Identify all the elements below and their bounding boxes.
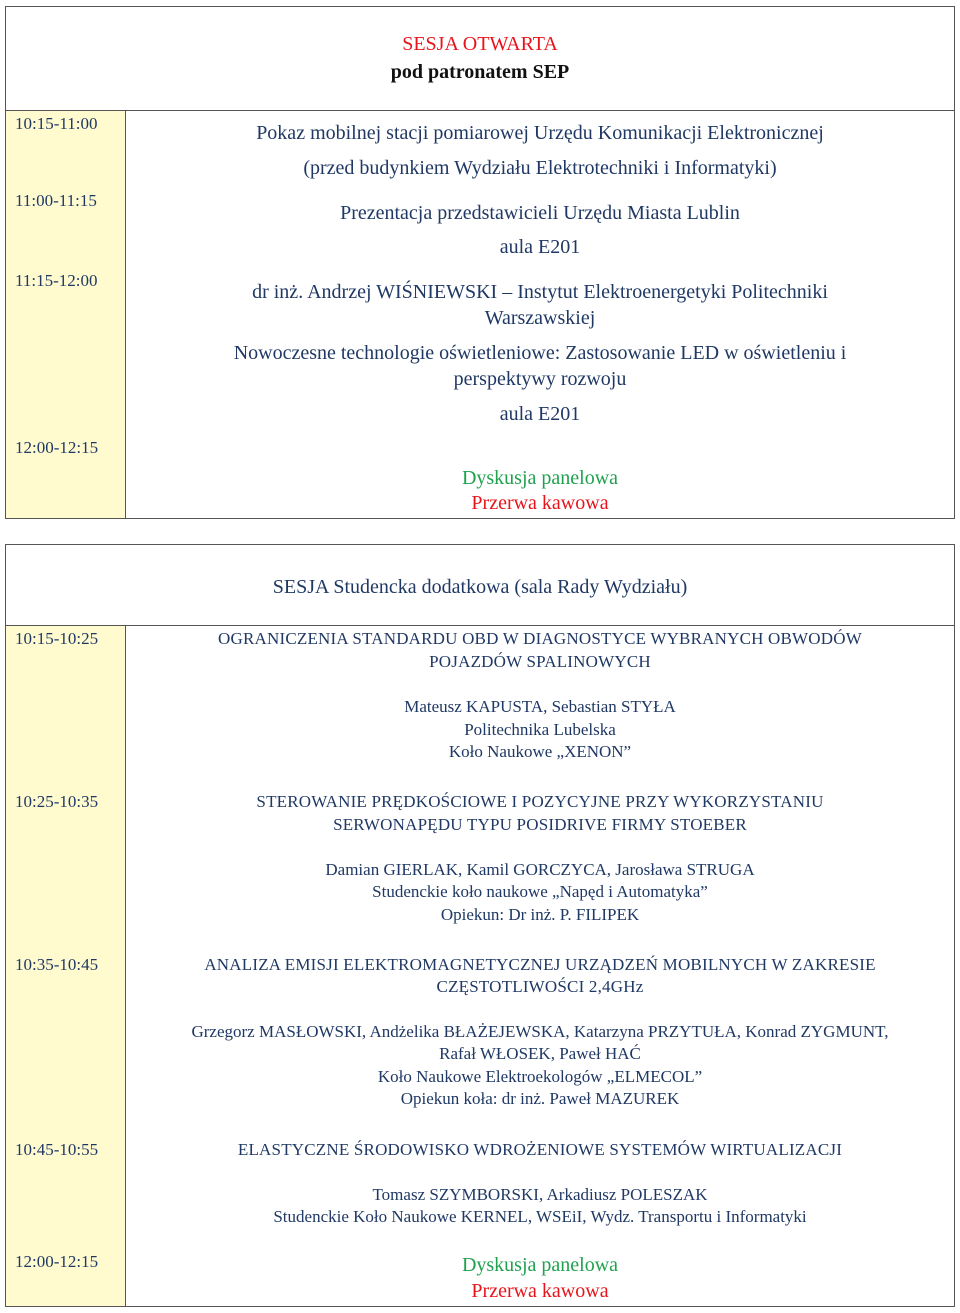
talk2-title-line2: SERWONAPĘDU TYPU POSIDRIVE FIRMY STOEBER [333,815,747,834]
talk3-title-line1: ANALIZA EMISJI ELEKTROMAGNETYCZNEJ URZĄDZEŃ MOBILNYCH W ZAKRESIE [204,955,876,974]
session1-title: SESJA OTWARTA [402,33,558,55]
session1-discussion: Dyskusja panelowa [461,467,619,489]
session2-coffee-break: Przerwa kawowa [471,1280,609,1302]
talk2-authors: Damian GIERLAK, Kamil GORCZYCA, Jarosława STRUGA [325,860,755,879]
session1-item2-line1: Prezentacja przedstawicieli Urzędu Miasta Lublin [340,202,740,224]
talk3-supervisor: Opiekun koła: dr inż. Paweł MAZUREK [400,1089,680,1108]
session1-item3-room: aula E201 [499,403,581,425]
session2-discussion: Dyskusja panelowa [461,1254,619,1276]
talk1-institution: Politechnika Lubelska [464,720,616,739]
talk4-time: 10:45-10:55 [15,1140,99,1159]
talk1-time: 10:15-10:25 [15,629,99,648]
session1-time-2: 11:00-11:15 [15,191,97,210]
talk3-authors-line1: Grzegorz MASŁOWSKI, Andżelika BŁAŻEJEWSKA, Katarzyna PRZYTUŁA, Konrad ZYGMUNT, [191,1022,889,1041]
talk3-title-line2: CZĘSTOTLIWOŚCI 2,4GHz [436,977,644,996]
talk2-time: 10:25-10:35 [15,792,99,811]
session1-item3-institute: Warszawskiej [484,307,596,329]
talk4-club: Studenckie Koło Naukowe KERNEL, WSEiI, Wydz. Transportu i Informatyki [273,1207,807,1226]
talk2-supervisor: Opiekun: Dr inż. P. FILIPEK [440,905,640,924]
talk3-time: 10:35-10:45 [15,955,99,974]
session1-header-divider [5,110,955,111]
session2-end-time: 12:00-12:15 [15,1252,99,1271]
session1-time-4: 12:00-12:15 [15,438,99,457]
talk4-authors: Tomasz SZYMBORSKI, Arkadiusz POLESZAK [372,1185,708,1204]
session1-item3-topic-line2: perspektywy rozwoju [453,368,627,390]
talk4-title-line1: ELASTYCZNE ŚRODOWISKO WDROŻENIOWE SYSTEMÓW WIRTUALIZACJI [237,1140,843,1159]
talk1-title-line2: POJAZDÓW SPALINOWYCH [429,652,651,671]
session1-time-3: 11:15-12:00 [15,271,98,290]
session1-item1-line2: (przed budynkiem Wydziału Elektrotechniki i Informatyki) [303,157,777,179]
session1-subtitle: pod patronatem SEP [390,61,570,83]
session1-item2-room: aula E201 [499,236,581,258]
session1-item1-line1: Pokaz mobilnej stacji pomiarowej Urzędu Komunikacji Elektronicznej [256,122,824,144]
talk2-club: Studenckie koło naukowe „Napęd i Automatyka” [372,882,708,901]
talk2-title-line1: STEROWANIE PRĘDKOŚCIOWE I POZYCYJNE PRZY WYKORZYSTANIU [256,792,824,811]
session1-item3-topic-line1: Nowoczesne technologie oświetleniowe: Zastosowanie LED w oświetleniu i [233,342,847,364]
talk1-title-line1: OGRANICZENIA STANDARDU OBD W DIAGNOSTYCE WYBRANYCH OBWODÓW [218,629,862,648]
session1-item3-speaker: dr inż. Andrzej WIŚNIEWSKI – Instytut Elektroenergetyki Politechniki [252,281,828,303]
talk3-authors-line2: Rafał WŁOSEK, Paweł HAĆ [439,1044,641,1063]
session1-coffee-break: Przerwa kawowa [471,492,609,514]
session2-title: SESJA Studencka dodatkowa (sala Rady Wydziału) [272,576,688,598]
talk1-authors: Mateusz KAPUSTA, Sebastian STYŁA [404,697,676,716]
session2-header-divider [5,625,955,626]
talk3-club: Koło Naukowe Elektroekologów „ELMECOL” [377,1067,703,1086]
talk1-club: Koło Naukowe „XENON” [448,742,632,761]
session1-time-1: 10:15-11:00 [15,114,98,133]
